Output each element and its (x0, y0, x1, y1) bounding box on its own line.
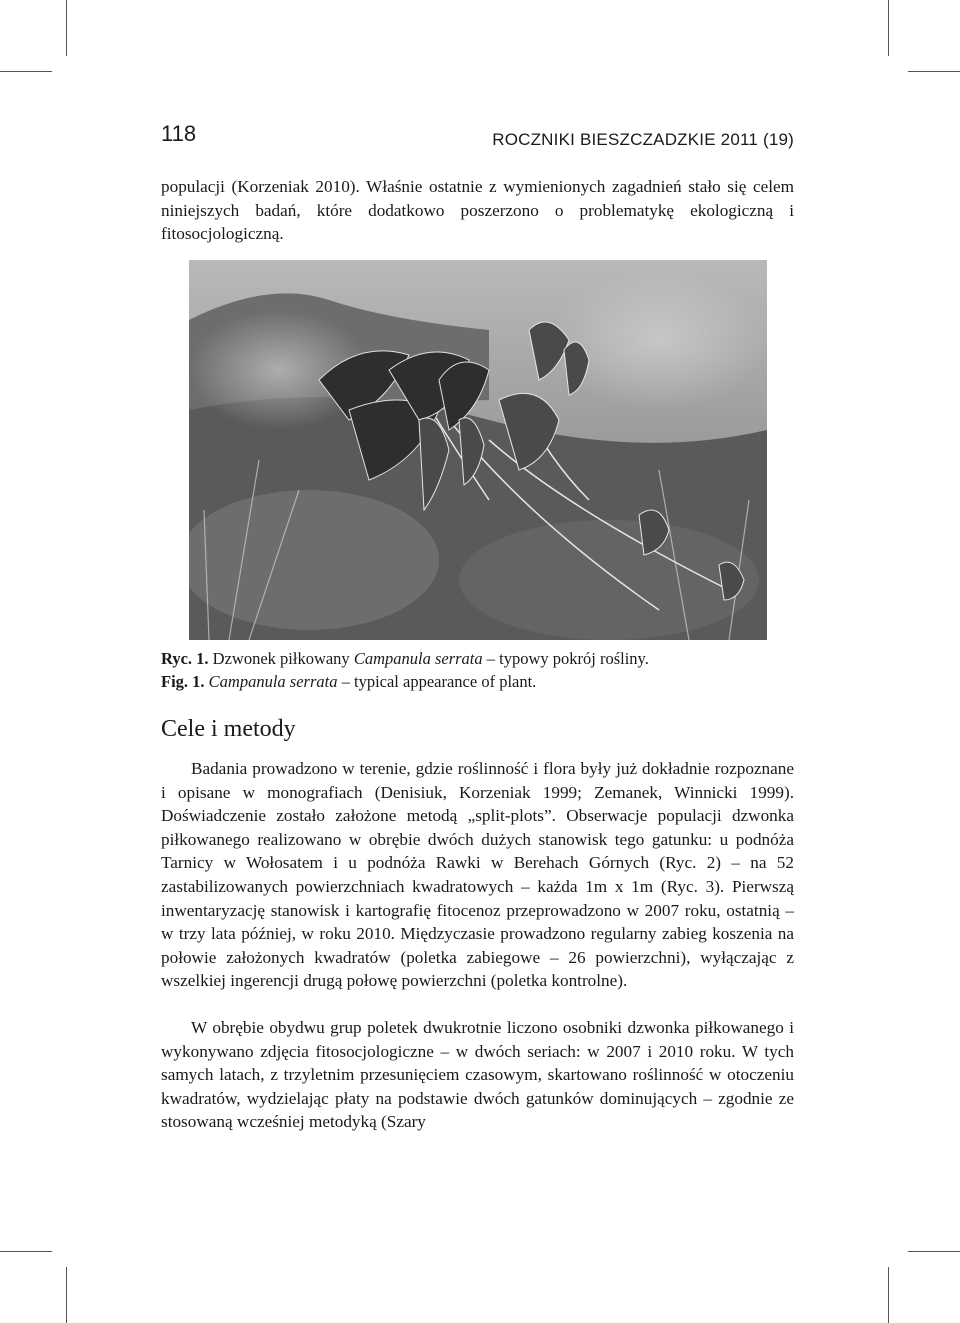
species-name: Campanula serrata (208, 672, 338, 691)
intro-paragraph: populacji (Korzeniak 2010). Właśnie ostatnie z wymienionych zagadnień stało się celem niniejszych badań, które dodatkowo poszerzono o problematykę ekologiczną i fitosocjologiczną. (161, 177, 794, 244)
caption-label: Ryc. 1. (161, 649, 209, 668)
running-header (161, 118, 794, 158)
body-paragraph: W obrębie obydwu grup poletek dwukrotnie liczono osobniki dzwonka piłkowanego i wykonywano zdjęcia fitosocjologiczne – w dwóch seriach: w 2007 i 2010 roku. W tych samych latach, z trzyletnim przesunięciem czasowym, skartowano roślinność w otoczeniu kwadratów, wydzielając płaty na podstawie dwóch gatunków dominujących – zgodnie ze stosowaną wcześniej metodyką (Szary (161, 1018, 794, 1132)
crop-mark (66, 1267, 67, 1323)
section-heading: Cele i metody (161, 716, 296, 742)
caption-text: Dzwonek piłkowany (208, 649, 354, 668)
crop-mark (888, 1267, 889, 1323)
plant-photo (189, 260, 767, 640)
figure-caption-pl (161, 648, 794, 670)
campanula-photo-illustration (189, 260, 767, 640)
species-name: Campanula serrata (353, 649, 483, 668)
crop-mark (908, 1251, 960, 1252)
crop-mark (0, 1251, 52, 1252)
caption-text: – typowy pokrój rośliny. (482, 649, 649, 668)
body-paragraph: Badania prowadzono w terenie, gdzie roślinność i flora były już dokładnie rozpoznane i opisane w monografiach (Denisiuk, Korzeniak 1999; Zemanek, Winnicki 1999). Doświadczenie zostało założone metodą „split-plots”. Obserwacje populacji dzwonka piłkowanego realizowano w obrębie dwóch dużych stanowisk tego gatunku: u podnóża Tarnicy w Wołosatem i u podnóża Rawki w Berehach Górnych (Ryc. 2) – na 52 zastabilizowanych powierzchniach kwadratowych – każda 1m x 1m (Ryc. 3). Pierwszą inwentaryzację stanowisk i kartografię fitocenoz przeprowadzono w 2007 roku, ostatnią – w trzy lata później, w roku 2010. Międzyczasie prowadzono regularny zabieg koszenia na połowie założonych kwadratów (poletka zabiegowe – 26 powierzchni), wyłączając z wszelkiej ingerencji drugą połowę powierzchni (poletka kontrolne). (161, 759, 794, 991)
crop-mark (888, 0, 889, 56)
figure-caption-en (161, 671, 794, 693)
crop-mark (66, 0, 67, 56)
page-number: 118 (161, 121, 197, 146)
crop-mark (0, 71, 52, 72)
caption-label: Fig. 1. (161, 672, 205, 691)
caption-text: – typical appearance of plant. (337, 672, 537, 691)
crop-mark (908, 71, 960, 72)
journal-title: ROCZNIKI BIESZCZADZKIE 2011 (19) (492, 130, 794, 149)
